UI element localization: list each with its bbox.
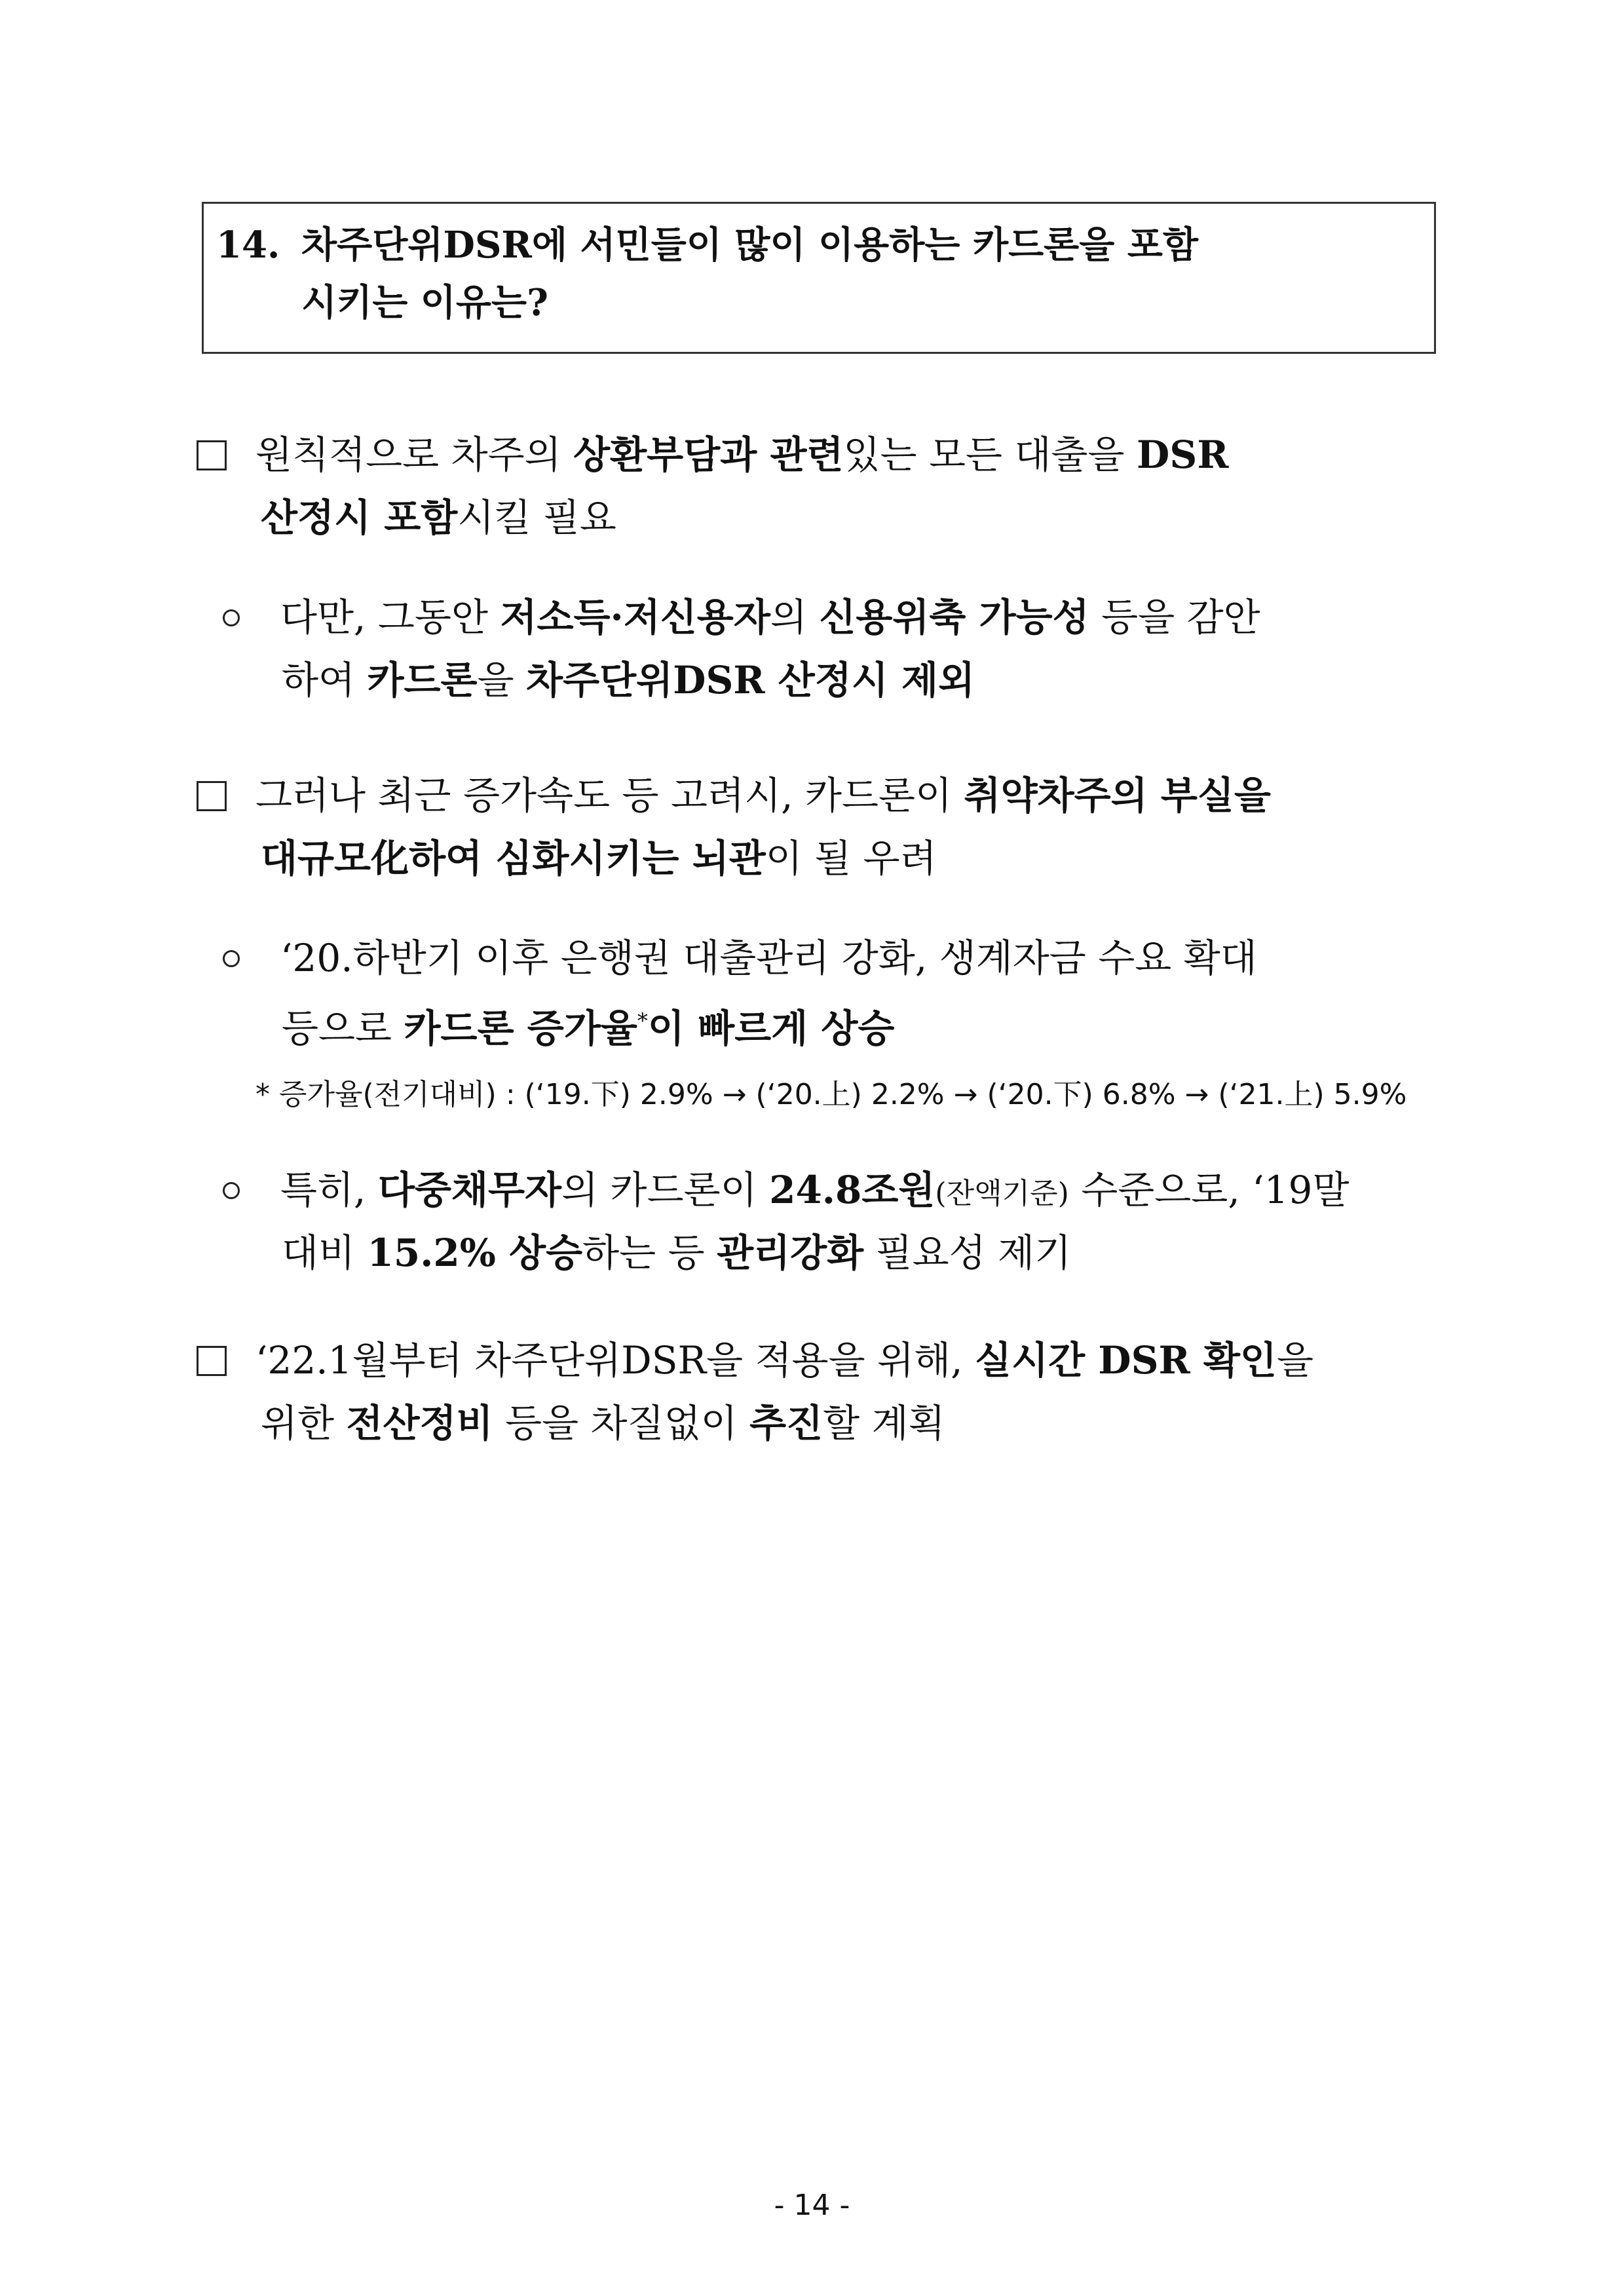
text: 이 될 우려	[765, 836, 937, 881]
text: 그러나 최근 증가속도 등 고려시, 카드론이	[255, 773, 964, 818]
square-bullet-icon	[197, 1346, 227, 1376]
bold-text: 산정시 포함	[261, 495, 458, 540]
page-number: - 14 -	[774, 2189, 850, 2222]
bold-text: 관리강화	[717, 1231, 864, 1275]
section-3-line-1	[197, 1333, 1313, 1388]
small-text: (잔액기준)	[935, 1177, 1069, 1210]
text: 을	[1276, 1338, 1313, 1383]
bold-text: 상환부담과 관련	[573, 432, 844, 477]
section-1-line-1	[197, 427, 1228, 482]
text: 할 계획	[823, 1401, 945, 1445]
section-2-bullet-2-line-2	[282, 1225, 1071, 1280]
bold-text: DSR	[1137, 432, 1229, 477]
bold-text: 추진	[749, 1401, 823, 1445]
circle-bullet-icon	[223, 609, 240, 626]
text: ‘20.하반기 이후 은행권 대출관리 강화, 생계자금 수요 확대	[280, 936, 1257, 980]
question-text-2: 시키는 이유는?	[301, 281, 548, 324]
bold-text: 취약차주의 부실을	[964, 773, 1271, 818]
section-1-line-2	[261, 490, 616, 545]
text: 대비	[282, 1231, 368, 1275]
circle-bullet-icon	[223, 950, 240, 967]
section-2-bullet-1-line-1	[223, 930, 1257, 985]
bold-text: 대규모化하여 심화시키는 뇌관	[261, 836, 766, 881]
question-text-1: 차주단위DSR에 서민들이 많이 이용하는 카드론을 포함	[301, 223, 1199, 267]
text: 등으로	[282, 1006, 404, 1051]
section-2-line-2	[261, 831, 937, 886]
text: 의	[770, 595, 820, 640]
text: 특히,	[280, 1168, 378, 1212]
footnote: * 증가율(전기대비) : (‘19.下) 2.9% → (‘20.上) 2.2% → (‘20.下) 6.8% → (‘21.上) 5.9%	[255, 1078, 1407, 1111]
section-1-bullet-1-line-1	[223, 590, 1260, 645]
section-2-line-1	[197, 768, 1271, 823]
text: 등을 감안	[1089, 595, 1260, 640]
bold-text: 24.8조원	[769, 1168, 935, 1212]
text: ‘22.1월부터 차주단위DSR을 적용을 위해,	[255, 1338, 975, 1383]
circle-bullet-icon	[223, 1182, 240, 1199]
text: 수준으로, ‘19말	[1068, 1168, 1350, 1212]
bold-text: 이 빠르게 상승	[647, 1006, 895, 1051]
text: 을	[477, 658, 527, 702]
bold-text: 전산정비	[346, 1401, 493, 1445]
text: 있는 모든 대출을	[843, 432, 1137, 477]
text: 의 카드론이	[561, 1168, 770, 1212]
text: 필요성 제기	[863, 1231, 1072, 1275]
section-1-bullet-1-line-2	[282, 653, 975, 708]
text: 등을 차질없이	[493, 1401, 750, 1445]
text: 원칙적으로 차주의	[255, 432, 574, 477]
bold-text: 카드론	[367, 658, 478, 702]
text: 다만, 그동안	[280, 595, 500, 640]
bold-text: 저소득·저신용자	[500, 595, 770, 640]
text: 하여	[282, 658, 368, 702]
question-number: 14.	[216, 223, 280, 267]
square-bullet-icon	[197, 781, 227, 811]
text: 위한	[261, 1401, 347, 1445]
footnote-marker: *	[637, 1008, 648, 1033]
bold-text: 다중채무자	[377, 1168, 562, 1212]
bold-text: 카드론 증가율	[404, 1006, 637, 1051]
square-bullet-icon	[197, 440, 227, 470]
section-2-bullet-2-line-1	[223, 1162, 1349, 1221]
bold-text: 실시간 DSR 확인	[975, 1338, 1277, 1383]
section-2-bullet-1-line-2	[282, 993, 894, 1056]
bold-text: 15.2% 상승	[367, 1231, 583, 1275]
question-line-2	[301, 277, 548, 329]
text: 시킬 필요	[457, 495, 616, 540]
question-line-1	[216, 219, 1198, 271]
section-3-line-2	[261, 1396, 945, 1451]
text: 하는 등	[582, 1231, 717, 1275]
bold-text: 신용위축 가능성	[819, 595, 1089, 640]
bold-text: 차주단위DSR 산정시 제외	[526, 658, 975, 702]
